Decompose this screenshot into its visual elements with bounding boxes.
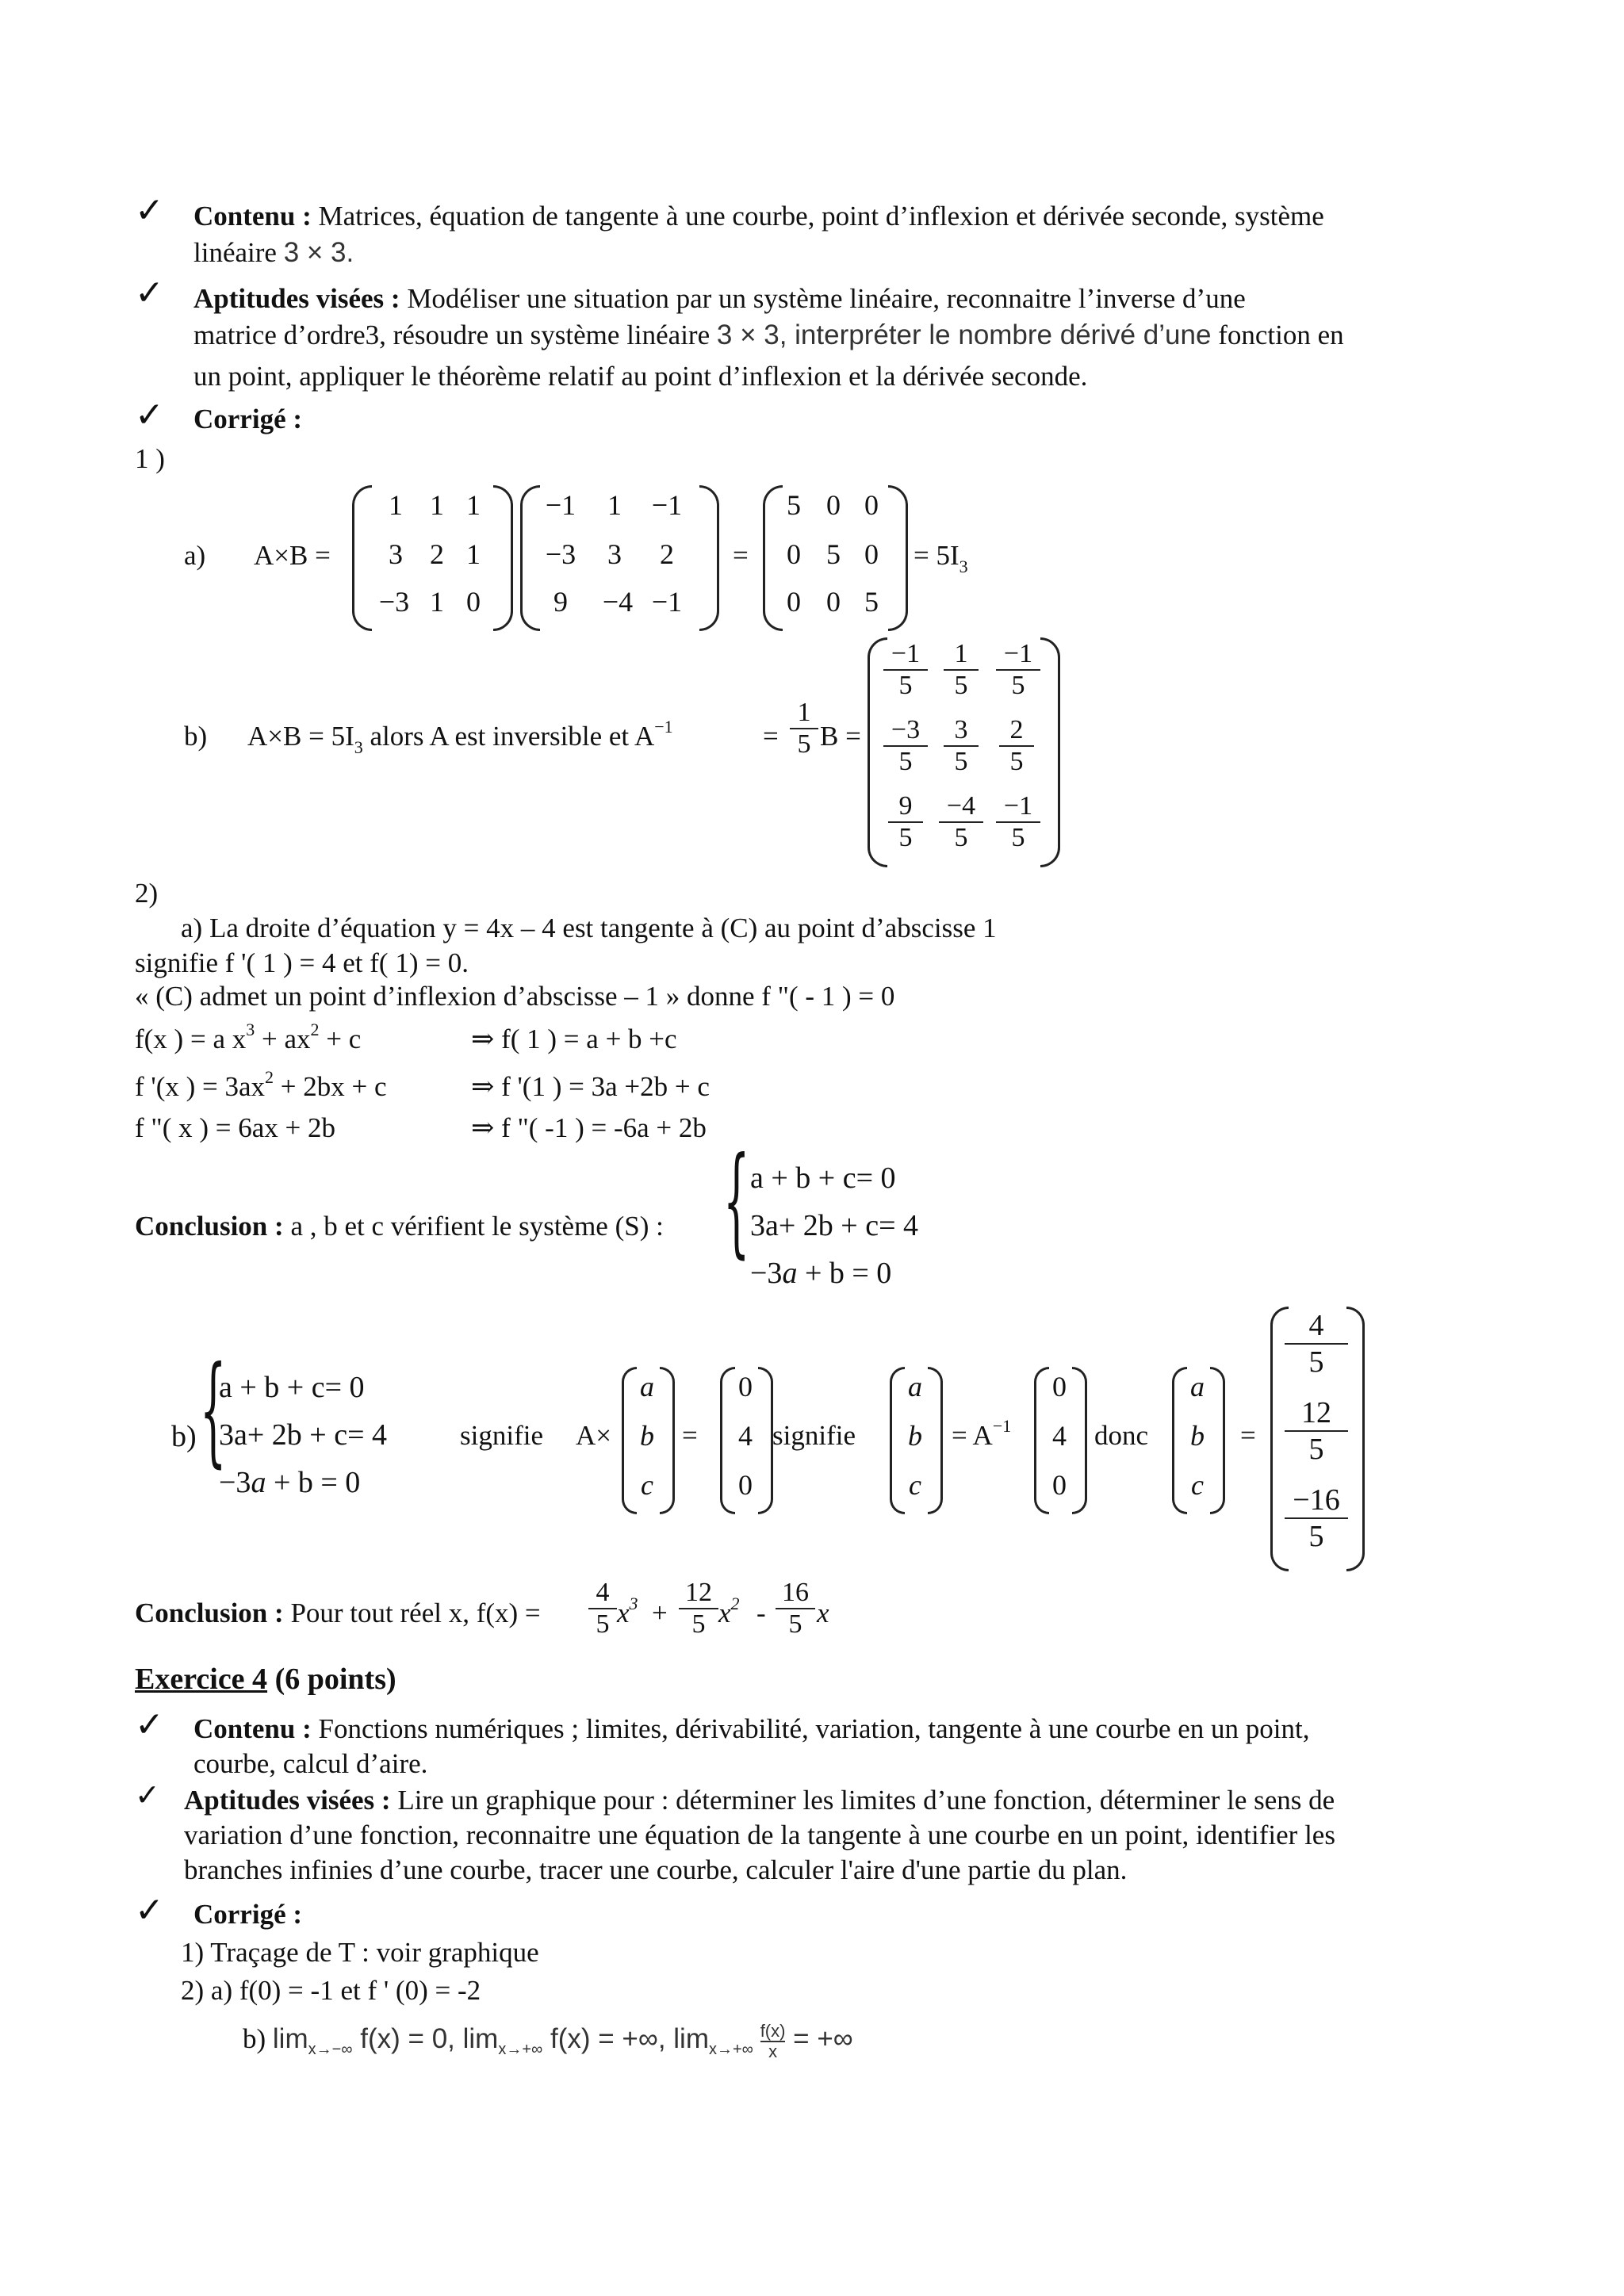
matrix-cell: 5 [864,586,879,618]
conclusion-line: Conclusion : Pour tout réel x, f(x) = [135,1598,541,1628]
system-eq3: −3a + b = 0 [750,1257,892,1290]
matrix-cell: a [640,1371,654,1402]
matrix-cell: 0 [787,586,801,618]
matrix-cell: 3 [389,538,403,570]
corrige-label: Corrigé : [193,404,303,434]
matrix-cell: 0 [1052,1371,1067,1402]
matrix-cell: $\frac{-3}{5}$ [883,715,928,777]
matrix-cell: 2 [430,538,444,570]
checkmark-icon: ✓ [135,190,164,231]
coef-fraction: $\frac{4}{5}$ [588,1578,617,1640]
matrix-cell: a [1190,1371,1205,1402]
matrix-cell: 0 [864,489,879,521]
question-1a-label: a) [184,540,206,571]
matrix-cell: 0 [466,586,481,618]
equals-a-inverse: = $A^{-1}$ [952,1416,1012,1451]
matrix-5i [763,485,906,628]
plus-sign: + [652,1598,668,1628]
matrix-cell: 1 [466,489,481,521]
system-eq1: a + b + c= 0 [219,1371,365,1404]
matrix-cell: 1 [466,538,481,570]
matrix-cell: $\frac{2}{5}$ [999,715,1034,777]
matrix-cell: b [908,1420,922,1452]
matrix-bracket [493,485,513,631]
aptitudes-line3: un point, appliquer le théorème relatif au point d’inflexion et la dérivée seconde. [193,361,1088,392]
system-brace: { [200,1341,227,1479]
ex4-item-2a: 2) a) f(0) = -1 et f ' (0) = -2 [181,1975,481,2006]
vector-abc [622,1367,672,1511]
ex4-item-1: 1) Traçage de T : voir graphique [181,1937,539,1968]
ex4-aptitudes-line1: Aptitudes visées : Lire un graphique pour : déterminer les limites d’une fonction, déterminer le sens de [184,1785,1335,1816]
matrix-cell: 0 [738,1469,753,1501]
matrix-cell: $\frac{-1}{5}$ [883,639,928,701]
matrix-bracket [1346,1307,1365,1571]
vector-abc [890,1367,940,1511]
matrix-cell: 0 [1052,1469,1067,1501]
limit-fraction: $\frac{f(x)}{x}$ [760,2021,786,2062]
minus-sign: - [756,1598,766,1628]
contenu-line2: linéaire 3 × 3. [193,237,354,268]
system-eq1: a + b + c= 0 [750,1161,896,1195]
coef-fraction: $\frac{16}{5}$ [776,1578,815,1640]
checkmark-icon: ✓ [135,1890,164,1931]
matrix-cell: b [1190,1420,1205,1452]
f1-value: ⇒ f( 1 ) = a + b +c [471,1024,677,1054]
matrix-cell: −1 [651,586,683,618]
checkmark-icon: ✓ [135,273,164,313]
matrix-cell: $\frac{4}{5}$ [1285,1308,1348,1380]
system-eq2: 3a+ 2b + c= 4 [219,1418,388,1452]
question-2-label: 2) [135,878,159,909]
checkmark-icon: ✓ [135,1705,164,1745]
matrix-cell: $\frac{12}{5}$ [1285,1395,1348,1467]
aptitudes-line1: Aptitudes visées : Modéliser une situation par un système linéaire, reconnaitre l’inverse d’une [193,283,1246,314]
b-equals: B = [820,721,861,752]
solution-vector [1270,1307,1362,1568]
matrix-cell: a [908,1371,922,1402]
vector-040 [1034,1367,1085,1511]
matrix-cell: 5 [787,489,801,521]
a-times: A× [576,1420,612,1451]
matrix-cell: 5 [826,538,841,570]
checkmark-icon: ✓ [135,395,164,435]
matrix-bracket [699,485,719,631]
ex4-aptitudes-line3: branches infinies d’une courbe, tracer une courbe, calculer l'aire d'une partie du plan. [184,1854,1128,1885]
equals-5i: = $5I_3$ [914,540,968,576]
matrix-cell: 0 [826,489,841,521]
matrix-cell: −1 [545,489,576,521]
system-eq2: 3a+ 2b + c= 4 [750,1209,919,1242]
conclusion-line: Conclusion : a , b et c vérifient le système (S) : [135,1211,664,1242]
signifie-text: signifie f '( 1 ) = 4 et f( 1) = 0. [135,947,469,978]
matrix-cell: −4 [602,586,634,618]
question-2b-label: b) [171,1420,197,1453]
matrix-cell: 0 [738,1371,753,1402]
equals-sign: = [1240,1420,1256,1451]
aptitudes-line2: matrice d’ordre3, résoudre un système linéaire 3 × 3, interpréter le nombre dérivé d’une fonction en [193,320,1344,350]
matrix-cell: 0 [826,586,841,618]
matrix-cell: 4 [738,1420,753,1452]
inflexion-text: « (C) admet un point d’inflexion d’abscisse – 1 » donne f "( - 1 ) = 0 [135,981,895,1012]
system-brace: { [723,1132,750,1270]
matrix-cell: c [641,1469,653,1501]
ex4-contenu-line2: courbe, calcul d’aire. [193,1748,428,1779]
matrix-cell: $\frac{3}{5}$ [944,715,979,777]
f-second-value: ⇒ f "( -1 ) = -6a + 2b [471,1112,707,1143]
matrix-cell: 9 [553,586,568,618]
axb-label: A×B = [254,540,331,571]
ex4-corrige-label: Corrigé : [193,1899,303,1930]
inverse-statement: $A\times B = 5I_3$ alors A est inversible et $A^{-1}$ [247,717,673,757]
matrix-cell: 3 [607,538,622,570]
vector-040 [720,1367,771,1511]
matrix-cell: b [640,1420,654,1452]
f-second-definition: f "( x ) = 6ax + 2b [135,1112,336,1143]
question-1b-label: b) [184,721,208,752]
ex4-item-2b: b) $\lim_{x\to-\infty} f(x) = 0$, $\lim_{x\to+\infty} f(x)$ = +∞, $\lim_{x\to+\infty}$ $\frac{f(x)}{x}$ = +∞ [243,2021,853,2062]
matrix-bracket [1040,637,1060,867]
matrix-a [352,485,511,628]
x-squared: $x^2$ [718,1594,740,1628]
question-1-label: 1 ) [135,443,165,474]
f-prime-1-value: ⇒ f '(1 ) = 3a +2b + c [471,1071,710,1102]
matrix-cell: $\frac{-1}{5}$ [996,791,1040,853]
vector-abc [1172,1367,1223,1511]
matrix-cell: 1 [430,586,444,618]
f-definition: f(x ) = a $x^3 + ax^2 + c$ [135,1020,362,1054]
matrix-cell: $\frac{1}{5}$ [944,639,979,701]
matrix-cell: $\frac{-4}{5}$ [939,791,983,853]
donc-word: donc [1094,1420,1149,1451]
matrix-cell: −1 [651,489,683,521]
ex4-contenu-line: Contenu : Fonctions numériques ; limites, dérivabilité, variation, tangente à une courbe en un point, [193,1713,1310,1744]
f-prime-definition: f '(x ) = $3ax^2 + 2bx + c$ [135,1067,387,1102]
signifie-word: signifie [460,1420,543,1451]
matrix-b [520,485,717,628]
contenu-line: Contenu : Matrices, équation de tangente à une courbe, point d’inflexion et dérivée seconde, système [193,201,1324,232]
matrix-cell: $\frac{-1}{5}$ [996,639,1040,701]
matrix-cell: 1 [607,489,622,521]
matrix-cell: 0 [864,538,879,570]
equals-sign: = [682,1420,698,1451]
matrix-cell: 1 [389,489,403,521]
matrix-cell: 1 [430,489,444,521]
matrix-cell: −3 [378,586,410,618]
matrix-cell: 0 [787,538,801,570]
matrix-cell: 2 [660,538,674,570]
matrix-cell: $\frac{9}{5}$ [888,791,923,853]
fraction-one-fifth: $\frac{1}{5}$ [790,698,818,760]
matrix-cell: $\frac{-16}{5}$ [1285,1483,1348,1554]
equals-sign: = [763,721,779,752]
matrix-cell: c [1191,1469,1204,1501]
tangent-line-text: a) La droite d’équation y = 4x – 4 est tangente à (C) au point d’abscisse 1 [181,913,997,943]
coef-fraction: $\frac{12}{5}$ [679,1578,718,1640]
matrix-cell: −3 [545,538,576,570]
x-cubed: $x^3$ [617,1594,638,1628]
checkmark-icon: ✓ [135,1777,160,1812]
exercise-4-title: Exercice 4 (6 points) [135,1663,396,1696]
system-eq3: −3a + b = 0 [219,1466,361,1499]
matrix-cell: 4 [1052,1420,1067,1452]
ex4-aptitudes-line2: variation d’une fonction, reconnaitre une équation de la tangente à une courbe en un point, identifier les [184,1820,1335,1850]
x-var: x [817,1598,829,1628]
equals-sign: = [733,540,749,571]
signifie-word: signifie [772,1420,856,1451]
matrix-cell: c [909,1469,921,1501]
matrix-inverse [868,637,1058,864]
